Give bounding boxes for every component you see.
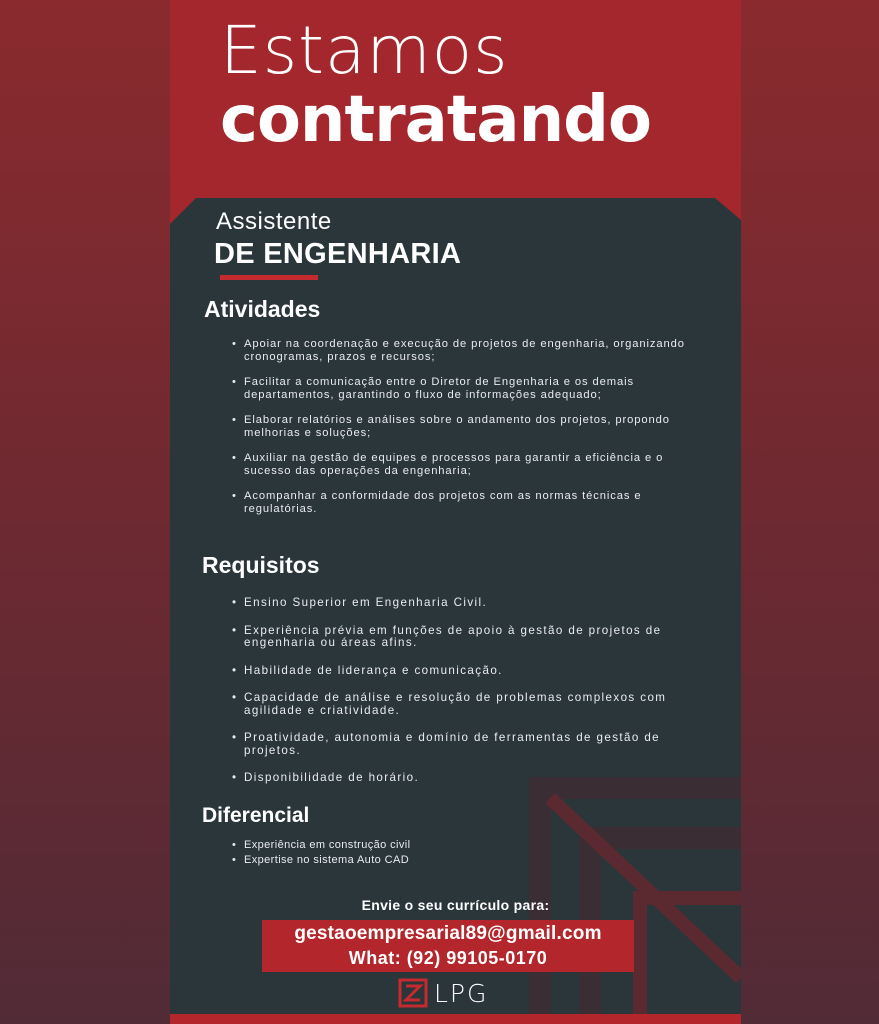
requisitos-list	[232, 597, 702, 800]
send-cv-prompt: Envie o seu currículo para:	[361, 897, 550, 913]
list-item: • Capacidade de análise e resolução de problemas complexos com agilidade e criatividade.	[232, 692, 702, 717]
list-item: • Experiência prévia em funções de apoio à gestão de projetos de engenharia ou áreas afins.	[232, 625, 702, 650]
list-item: • Habilidade de liderança e comunicação.	[232, 665, 702, 678]
atividades-heading: Atividades	[204, 296, 321, 322]
list-item: • Expertise no sistema Auto CAD	[232, 854, 632, 867]
list-item: • Elaborar relatórios e análises sobre o andamento dos projetos, propondo melhorias e soluções;	[232, 414, 692, 439]
list-item: • Auxiliar na gestão de equipes e processos para garantir a eficiência e o sucesso das operações da engenharia;	[232, 452, 692, 477]
title-underline	[220, 275, 318, 280]
company-logo	[398, 978, 488, 1008]
list-item: • Proatividade, autonomia e domínio de ferramentas de gestão de projetos.	[232, 732, 702, 757]
background-left	[0, 0, 170, 1024]
diferencial-heading: Diferencial	[202, 804, 310, 827]
contact-box	[262, 920, 634, 972]
atividades-list	[232, 338, 692, 528]
headline-line1: Estamos	[220, 12, 509, 89]
background-right	[741, 0, 879, 1024]
list-item: • Experiência em construção civil	[232, 839, 632, 852]
list-item: • Acompanhar a conformidade dos projetos com as normas técnicas e regulatórias.	[232, 490, 692, 515]
list-item: • Facilitar a comunicação entre o Diretor de Engenharia e os demais departamentos, garantindo o fluxo de informações adequado;	[232, 376, 692, 401]
list-item: • Ensino Superior em Engenharia Civil.	[232, 597, 702, 610]
role-title-line1: Assistente	[216, 208, 332, 235]
list-item: • Disponibilidade de horário.	[232, 772, 702, 785]
phone-number[interactable]: What: (92) 99105-0170	[348, 948, 548, 968]
headline-line2: contratando	[220, 83, 651, 157]
bottom-strip	[170, 1014, 741, 1024]
email-link[interactable]: gestaoempresarial89@gmail.com	[294, 923, 602, 944]
diferencial-list	[232, 839, 632, 868]
job-poster	[170, 0, 741, 1024]
lpg-mark-icon	[398, 978, 428, 1008]
requisitos-heading: Requisitos	[202, 552, 320, 578]
logo-text: LPG	[434, 978, 489, 1008]
role-title-line2: DE ENGENHARIA	[214, 238, 462, 270]
list-item: • Apoiar na coordenação e execução de projetos de engenharia, organizando cronogramas, prazos e recursos;	[232, 338, 692, 363]
